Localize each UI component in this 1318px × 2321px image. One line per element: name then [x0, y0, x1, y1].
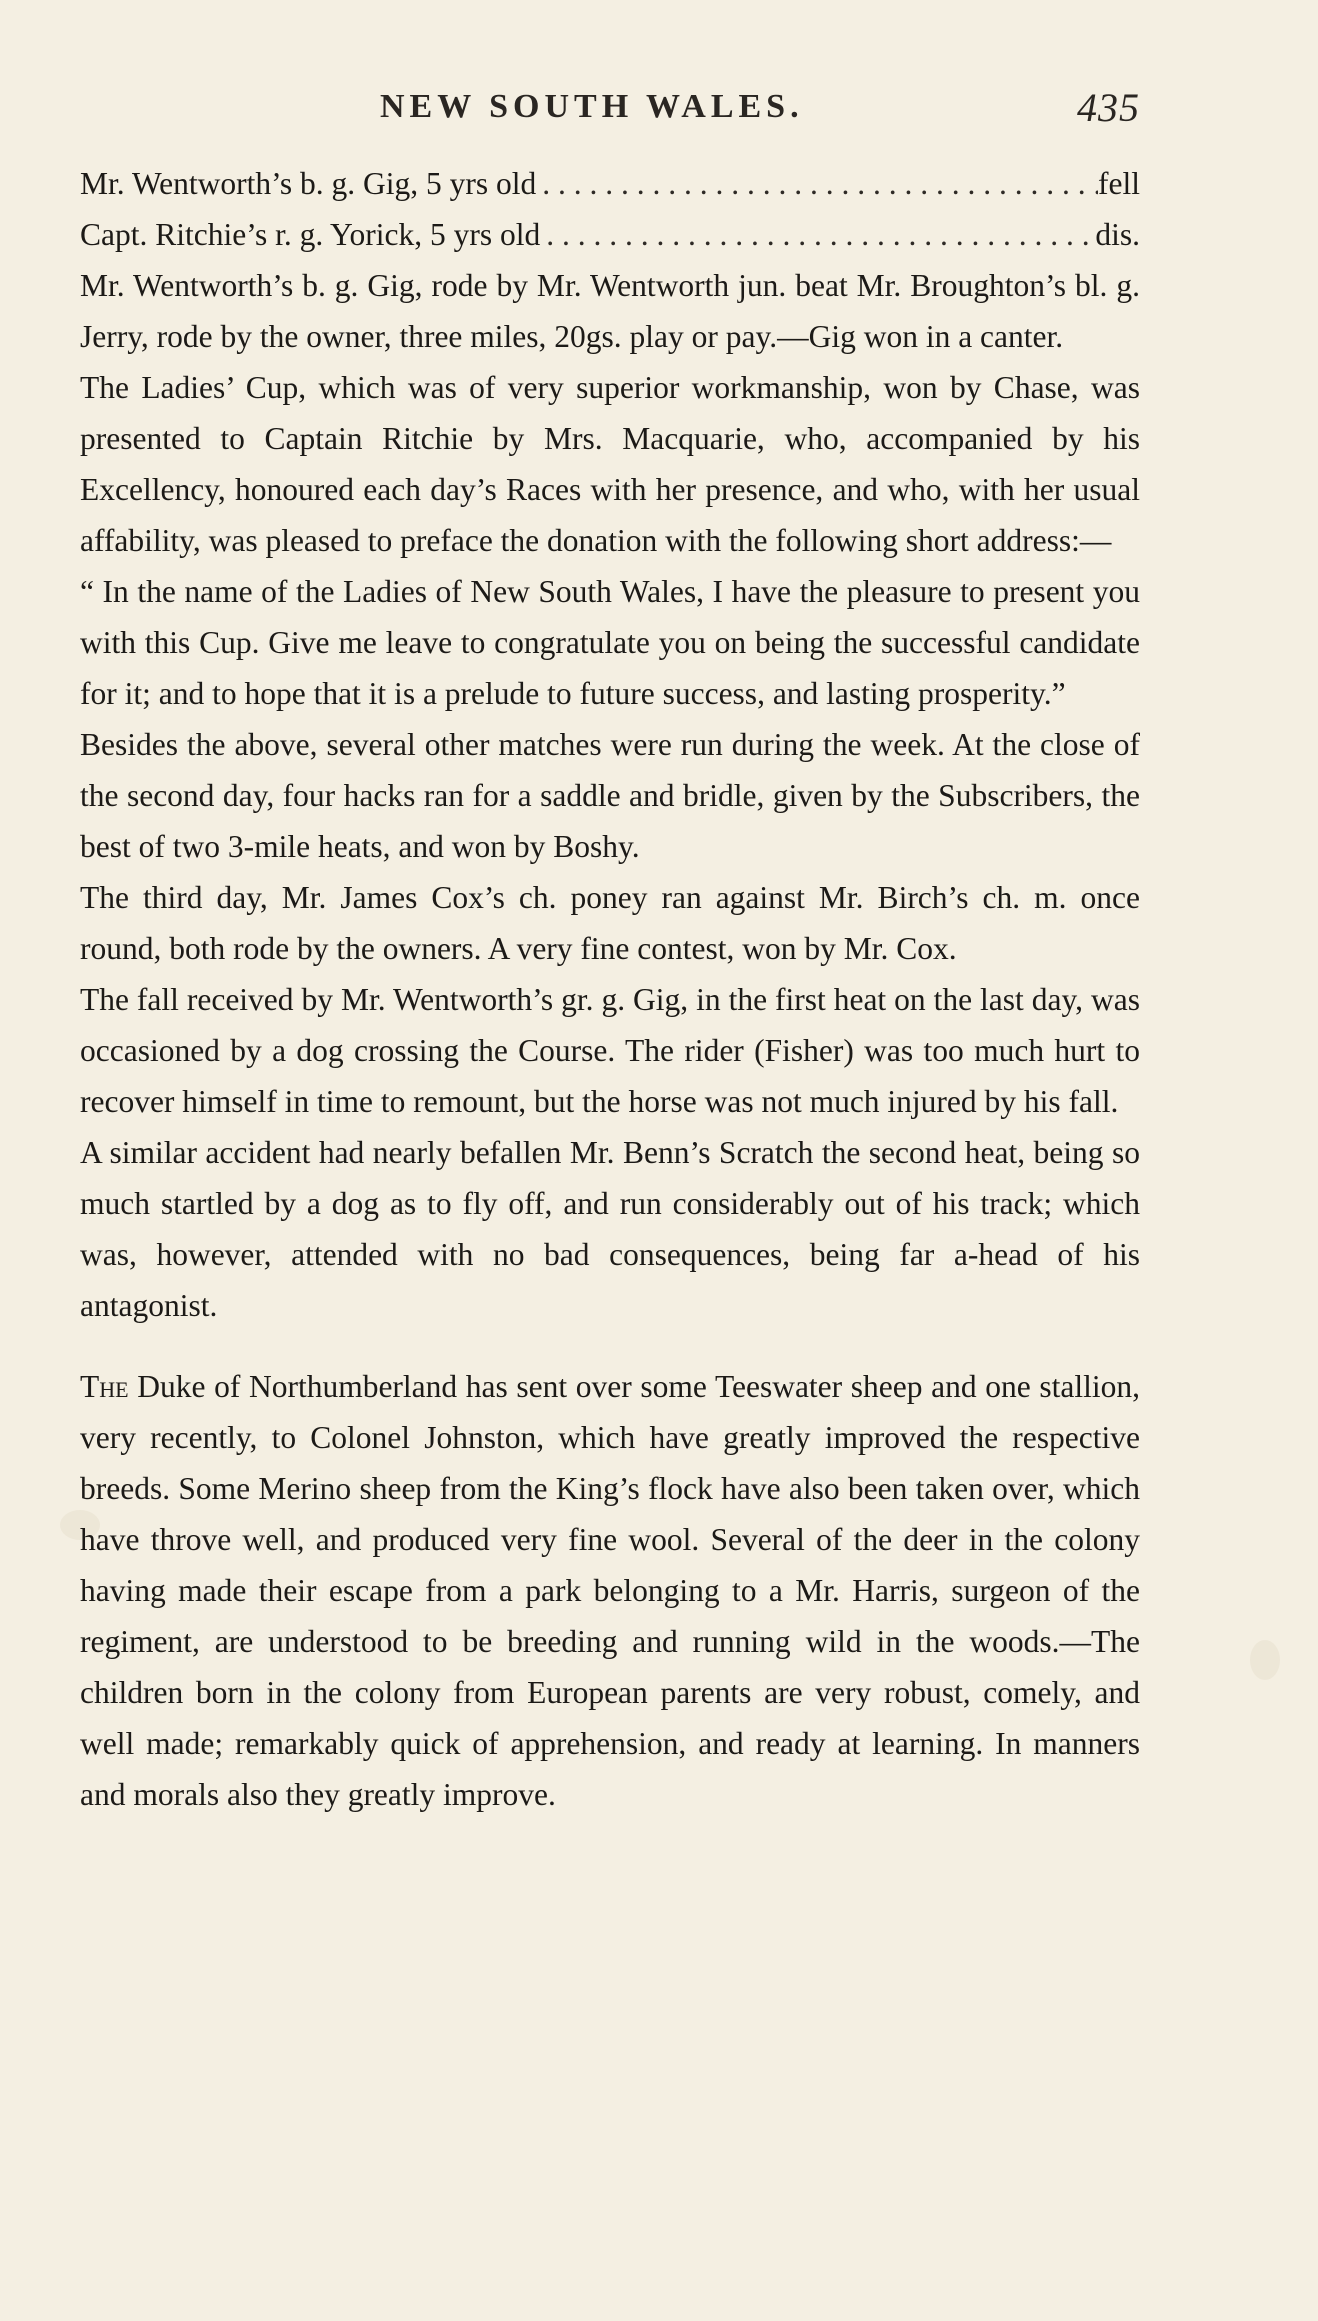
race-result-line — [80, 158, 1140, 209]
section-gap — [80, 1331, 1140, 1361]
paragraph: The fall received by Mr. Wentworth’s gr. g. Gig, in the first heat on the last day, was occasioned by a dog crossing the Course. The rider (Fisher) was too much hurt to recover himself in time to remount, but the horse was not much injured by his fall. — [80, 982, 1140, 1119]
race-result: dis. — [1095, 217, 1140, 252]
page-header — [80, 85, 1140, 138]
race-entry: Capt. Ritchie’s r. g. Yorick, 5 yrs old — [80, 217, 541, 252]
paragraph: Mr. Wentworth’s b. g. Gig, rode by Mr. Wentworth jun. beat Mr. Broughton’s bl. g. Jerry, rode by the owner, three miles, 20gs. play or pay.—Gig won in a canter. — [80, 268, 1140, 354]
dot-leader — [536, 158, 1098, 209]
page-body — [80, 158, 1140, 1820]
paragraph-quotation: “ In the name of the Ladies of New South Wales, I have the pleasure to present you with this Cup. Give me leave to congratulate you on being the successful candidate for it; and to hope that it is a prelude to future success, and lasting prosperity.” — [80, 574, 1140, 711]
paragraph: A similar accident had nearly befallen Mr. Benn’s Scratch the second heat, being so much startled by a dog as to fly off, and run considerably out of his track; which was, however, attended with no bad consequences, being far a-head of his antagonist. — [80, 1135, 1140, 1323]
race-result-line — [80, 209, 1140, 260]
paragraph: The Ladies’ Cup, which was of very superior workmanship, won by Chase, was presented to Captain Ritchie by Mrs. Macquarie, who, accompanied by his Excellency, honoured each day’s Races with her presence, and who, with her usual affability, was pleased to preface the donation with the following short address:— — [80, 370, 1140, 558]
section-text: Duke of Northumberland has sent over some Teeswater sheep and one stallion, very recently, to Colonel Johnston, which have greatly improved the respective breeds. Some Merino sheep from the King’s flock have also been taken over, which have throve well, and produced very fine wool. Several of the deer in the colony having made their escape from a park belonging to a Mr. Harris, surgeon of the regiment, are understood to be breeding and running wild in the woods.—The children born in the colony from European parents are very robust, comely, and well made; remarkably quick of apprehension, and ready at learning. In manners and morals also they greatly improve. — [80, 1369, 1140, 1812]
lead-word: The — [80, 1369, 129, 1404]
page-number: 435 — [1077, 85, 1140, 130]
paragraph: The third day, Mr. James Cox’s ch. poney ran against Mr. Birch’s ch. m. once round, both rode by the owners. A very fine contest, won by Mr. Cox. — [80, 880, 1140, 966]
dot-leader — [540, 209, 1095, 260]
paragraph: Besides the above, several other matches were run during the week. At the close of the second day, four hacks ran for a saddle and bridle, given by the Subscribers, the best of two 3-mile heats, and won by Boshy. — [80, 727, 1140, 864]
race-result: fell — [1098, 166, 1140, 201]
race-entry: Mr. Wentworth’s b. g. Gig, 5 yrs old — [80, 166, 537, 201]
paper-stain — [1250, 1640, 1280, 1680]
section-paragraph — [80, 1361, 1140, 1820]
running-head: NEW SOUTH WALES. — [380, 88, 804, 125]
